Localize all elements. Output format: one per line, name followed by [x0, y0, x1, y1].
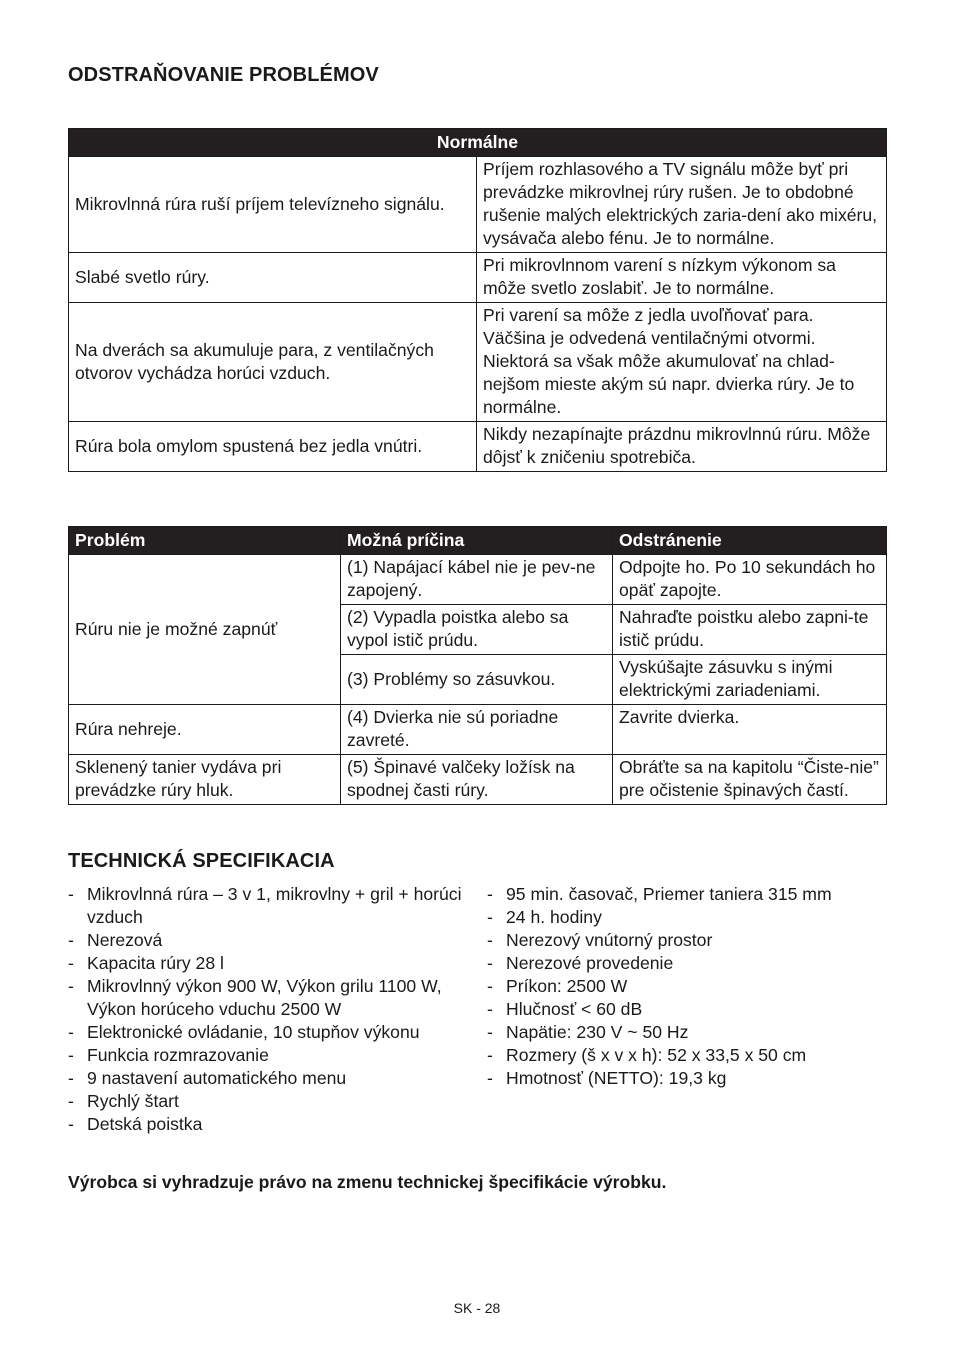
explanation-cell: Nikdy nezapínajte prázdnu mikrovlnnú rúru. Môže dôjsť k zničeniu spotrebiča. [477, 422, 887, 472]
list-item [487, 1067, 887, 1090]
list-item [68, 1044, 468, 1067]
troubleshooting-title: ODSTRAŇOVANIE PROBLÉMOV [68, 64, 379, 86]
list-item-text: Nerezový vnútorný prostor [506, 930, 713, 950]
list-item-text: Elektronické ovládanie, 10 stupňov výkonu [87, 1022, 420, 1042]
dash-bullet: - [487, 953, 493, 973]
list-item [487, 998, 887, 1021]
list-item-text: Detská poistka [87, 1114, 203, 1134]
list-item-text: Nerezové provedenie [506, 953, 674, 973]
list-item [487, 906, 887, 929]
dash-bullet: - [487, 1022, 493, 1042]
table-row [69, 303, 887, 422]
list-item-text: Funkcia rozmrazovanie [87, 1045, 269, 1065]
list-item [487, 1021, 887, 1044]
dash-bullet: - [68, 1091, 74, 1111]
list-item [68, 1090, 468, 1113]
problem-cell: Rúra nehreje. [69, 705, 341, 755]
page-number: SK - 28 [453, 1300, 501, 1316]
explanation-cell: Pri mikrovlnnom varení s nízkym výkonom sa môže svetlo zoslabiť. Je to normálne. [477, 253, 887, 303]
explanation-cell: Príjem rozhlasového a TV signálu môže byť pri prevádzke mikrovlnej rúry rušen. Je to obdobné rušenie malých elektrických zaria-dení ako mixéru, vysávača alebo fénu. Je to normálne. [477, 157, 887, 253]
fix-cell: Odpojte ho. Po 10 sekundách ho opäť zapojte. [613, 555, 887, 605]
list-item [487, 929, 887, 952]
normal-table-header: Normálne [69, 129, 887, 157]
dash-bullet: - [487, 884, 493, 904]
list-item-text: Nerezová [87, 930, 163, 950]
list-item [68, 1113, 468, 1136]
list-item-text: 9 nastavení automatického menu [87, 1068, 347, 1088]
list-item [68, 929, 468, 952]
problem-cell: Rúru nie je možné zapnúť [69, 555, 341, 705]
column-header-problem: Problém [69, 527, 341, 555]
symptom-cell: Mikrovlnná rúra ruší príjem televízneho signálu. [69, 157, 477, 253]
normal-behaviour-table [68, 128, 887, 472]
fix-cell: Obráťte sa na kapitolu “Čiste-nie” pre očistenie špinavých častí. [613, 755, 887, 805]
symptom-cell: Slabé svetlo rúry. [69, 253, 477, 303]
column-header-cause: Možná príčina [341, 527, 613, 555]
list-item-text: Mikrovlnný výkon 900 W, Výkon grilu 1100 W, Výkon horúceho vduchu 2500 W [87, 976, 442, 1019]
list-item [487, 952, 887, 975]
specification-title: TECHNICKÁ SPECIFIKACIA [68, 850, 335, 872]
list-item-text: Hmotnosť (NETTO): 19,3 kg [506, 1068, 727, 1088]
list-item-text: Kapacita rúry 28 l [87, 953, 224, 973]
list-item-text: Rychlý štart [87, 1091, 179, 1111]
explanation-cell: Pri varení sa môže z jedla uvoľňovať para. Väčšina je odvedená ventilačnými otvormi. Niektorá sa však môže akumulovať na chlad-nejšom mieste akým sú napr. dvierka rúry. Je to normálne. [477, 303, 887, 422]
list-item [487, 975, 887, 998]
fix-cell: Zavrite dvierka. [613, 705, 887, 755]
list-item-text: 24 h. hodiny [506, 907, 602, 927]
spec-list-left [68, 883, 468, 1136]
dash-bullet: - [68, 953, 74, 973]
column-header-fix: Odstránenie [613, 527, 887, 555]
dash-bullet: - [68, 1114, 74, 1134]
table-row [69, 157, 887, 253]
list-item [68, 1021, 468, 1044]
list-item [487, 883, 887, 906]
list-item-text: 95 min. časovač, Priemer taniera 315 mm [506, 884, 832, 904]
list-item-text: Príkon: 2500 W [506, 976, 628, 996]
table-row [69, 422, 887, 472]
list-item [68, 952, 468, 975]
dash-bullet: - [487, 1045, 493, 1065]
dash-bullet: - [68, 1045, 74, 1065]
list-item-text: Mikrovlnná rúra – 3 v 1, mikrovlny + gril + horúci vzduch [87, 884, 462, 927]
problem-cell: Sklenený tanier vydáva pri prevádzke rúry hluk. [69, 755, 341, 805]
problem-table [68, 526, 887, 805]
symptom-cell: Na dverách sa akumuluje para, z ventilačných otvorov vychádza horúci vzduch. [69, 303, 477, 422]
list-item [68, 1067, 468, 1090]
table-row [69, 705, 887, 755]
table-row [69, 755, 887, 805]
specification-disclaimer: Výrobca si vyhradzuje právo na zmenu technickej špecifikácie výrobku. [68, 1172, 667, 1192]
dash-bullet: - [68, 976, 74, 996]
list-item-text: Rozmery (š x v x h): 52 x 33,5 x 50 cm [506, 1045, 807, 1065]
dash-bullet: - [68, 1022, 74, 1042]
cause-cell: (4) Dvierka nie sú poriadne zavreté. [341, 705, 613, 755]
symptom-cell: Rúra bola omylom spustená bez jedla vnútri. [69, 422, 477, 472]
list-item [68, 975, 468, 1021]
cause-cell: (2) Vypadla poistka alebo sa vypol istič prúdu. [341, 605, 613, 655]
cause-cell: (3) Problémy so zásuvkou. [341, 655, 613, 705]
list-item [68, 883, 468, 929]
list-item-text: Hlučnosť < 60 dB [506, 999, 643, 1019]
dash-bullet: - [487, 907, 493, 927]
dash-bullet: - [68, 884, 74, 904]
fix-cell: Vyskúšajte zásuvku s inými elektrickými zariadeniami. [613, 655, 887, 705]
list-item-text: Napätie: 230 V ~ 50 Hz [506, 1022, 689, 1042]
table-row [69, 253, 887, 303]
cause-cell: (1) Napájací kábel nie je pev-ne zapojený. [341, 555, 613, 605]
dash-bullet: - [487, 930, 493, 950]
dash-bullet: - [68, 1068, 74, 1088]
list-item [487, 1044, 887, 1067]
fix-cell: Nahraďte poistku alebo zapni-te istič prúdu. [613, 605, 887, 655]
table-row [69, 555, 887, 605]
dash-bullet: - [487, 999, 493, 1019]
spec-list-right [487, 883, 887, 1090]
cause-cell: (5) Špinavé valčeky ložísk na spodnej časti rúry. [341, 755, 613, 805]
dash-bullet: - [487, 1068, 493, 1088]
dash-bullet: - [68, 930, 74, 950]
dash-bullet: - [487, 976, 493, 996]
